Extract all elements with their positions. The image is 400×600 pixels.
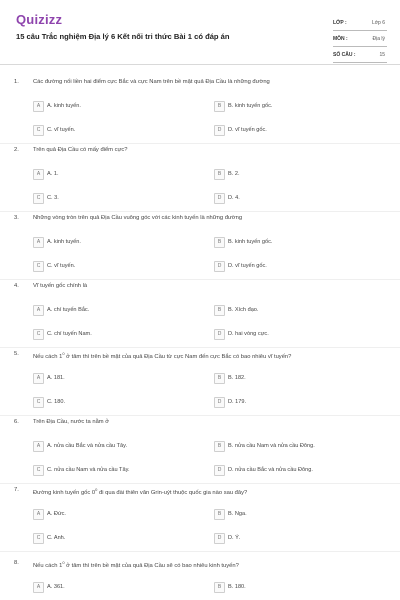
option-letter: C (33, 125, 44, 136)
option-text: A. chí tuyến Bắc. (47, 307, 90, 313)
divider (0, 143, 400, 144)
option-letter: C (33, 465, 44, 476)
meta-row-class (333, 16, 387, 31)
divider (0, 551, 400, 552)
option-b[interactable] (214, 237, 374, 248)
option-letter: D (214, 261, 225, 272)
question-text (33, 560, 383, 569)
quizizz-logo: Quizizz (16, 12, 63, 27)
option-c[interactable] (33, 397, 193, 408)
divider (0, 279, 400, 280)
option-letter: A (33, 441, 44, 452)
divider (0, 415, 400, 416)
option-d[interactable] (214, 329, 374, 340)
question-text-part: ở tâm thì trên bề mặt của quả Địa Cầu sẽ có bao nhiêu kinh tuyến? (64, 562, 239, 569)
question-row (0, 215, 400, 227)
question-text-part: Nếu cách 1 (33, 562, 63, 569)
option-letter: C (33, 397, 44, 408)
question-text: Những vòng tròn trên quả Địa Cầu vuông góc với các kinh tuyến là những đường (33, 215, 243, 221)
option-text: B. Xích đạo. (228, 307, 259, 313)
option-a[interactable] (33, 101, 193, 112)
option-text: A. nửa cầu Bắc và nửa cầu Tây. (47, 443, 128, 449)
option-letter: B (214, 101, 225, 112)
option-c[interactable] (33, 533, 193, 544)
document-header (0, 0, 400, 65)
meta-value: 15 (379, 52, 385, 58)
question-row (0, 560, 400, 572)
option-b[interactable] (214, 101, 374, 112)
question-text (33, 351, 383, 360)
option-a[interactable] (33, 373, 193, 384)
option-text: C. Anh. (47, 535, 66, 541)
option-letter: C (33, 329, 44, 340)
divider (0, 483, 400, 484)
question-6 (0, 419, 400, 473)
option-letter: B (214, 305, 225, 316)
option-text: D. vĩ tuyến gốc. (228, 263, 267, 269)
option-text: D. 4. (228, 195, 240, 201)
option-text: D. nửa cầu Bắc và nửa cầu Đông. (228, 467, 313, 473)
option-c[interactable] (33, 261, 193, 272)
meta-label: LỚP : (333, 20, 347, 26)
question-number: 6. (14, 419, 19, 425)
option-a[interactable] (33, 305, 193, 316)
option-c[interactable] (33, 465, 193, 476)
question-row (0, 351, 400, 363)
option-text: A. 1. (47, 171, 59, 177)
option-letter: C (33, 261, 44, 272)
meta-value: Địa lý (372, 36, 385, 42)
option-letter: D (214, 465, 225, 476)
option-d[interactable] (214, 397, 374, 408)
option-a[interactable] (33, 169, 193, 180)
superscript: 0 (62, 351, 65, 356)
option-letter: A (33, 509, 44, 520)
option-letter: C (33, 533, 44, 544)
meta-value: Lớp 6 (371, 20, 385, 26)
divider (0, 211, 400, 212)
option-a[interactable] (33, 509, 193, 520)
option-d[interactable] (214, 193, 374, 204)
option-letter: B (214, 373, 225, 384)
option-text: A. 361. (47, 584, 65, 590)
question-7 (0, 487, 400, 541)
option-b[interactable] (214, 582, 374, 593)
option-letter: D (214, 193, 225, 204)
option-letter: A (33, 582, 44, 593)
option-text: A. 181. (47, 375, 65, 381)
superscript: 0 (62, 560, 65, 565)
question-text: Trên Địa Cầu, nước ta nằm ở (33, 419, 110, 425)
question-row (0, 419, 400, 431)
page-title: 15 câu Trắc nghiệm Địa lý 6 Kết nối tri thức Bài 1 có đáp án (16, 32, 230, 41)
option-text: C. vĩ tuyến. (47, 263, 76, 269)
question-3 (0, 215, 400, 269)
question-number: 7. (14, 487, 19, 493)
meta-box (333, 16, 387, 63)
option-letter: A (33, 237, 44, 248)
question-row (0, 147, 400, 159)
option-text: B. Nga. (228, 511, 247, 517)
option-text: B. 2. (228, 171, 240, 177)
question-row (0, 487, 400, 499)
option-letter: A (33, 169, 44, 180)
superscript: 0 (95, 487, 98, 492)
option-text: A. kinh tuyến. (47, 103, 81, 109)
question-number: 3. (14, 215, 19, 221)
option-c[interactable] (33, 329, 193, 340)
question-row (0, 79, 400, 91)
option-d[interactable] (214, 533, 374, 544)
question-8 (0, 560, 400, 590)
question-text: Vĩ tuyến gốc chính là (33, 283, 88, 289)
option-a[interactable] (33, 582, 193, 593)
option-text: D. Ý. (228, 535, 241, 541)
option-text: B. 182. (228, 375, 246, 381)
option-text: B. kinh tuyến gốc. (228, 103, 273, 109)
option-text: C. 180. (47, 399, 66, 405)
option-d[interactable] (214, 465, 374, 476)
question-number: 8. (14, 560, 19, 566)
divider (0, 347, 400, 348)
option-letter: B (214, 169, 225, 180)
option-text: B. kinh tuyến gốc. (228, 239, 273, 245)
question-number: 2. (14, 147, 19, 153)
option-text: C. chí tuyến Nam. (47, 331, 92, 337)
option-letter: B (214, 582, 225, 593)
question-number: 4. (14, 283, 19, 289)
option-d[interactable] (214, 261, 374, 272)
option-b[interactable] (214, 441, 374, 452)
option-text: B. nửa cầu Nam và nửa cầu Đông. (228, 443, 315, 449)
question-5 (0, 351, 400, 405)
option-b[interactable] (214, 373, 374, 384)
option-text: C. nửa cầu Nam và nửa cầu Tây. (47, 467, 130, 473)
option-letter: D (214, 125, 225, 136)
question-text-part: Đường kinh tuyến gốc 0 (33, 489, 96, 496)
option-b[interactable] (214, 169, 374, 180)
question-row (0, 283, 400, 295)
meta-row-subject (333, 32, 387, 47)
question-text: Trên quả Địa Cầu có mấy điểm cực? (33, 147, 128, 153)
option-letter: B (214, 509, 225, 520)
option-text: C. vĩ tuyến. (47, 127, 76, 133)
option-letter: D (214, 533, 225, 544)
option-text: D. hai vòng cực. (228, 331, 269, 337)
question-number: 5. (14, 351, 19, 357)
option-letter: B (214, 237, 225, 248)
option-letter: D (214, 397, 225, 408)
option-letter: A (33, 373, 44, 384)
option-text: A. kinh tuyến. (47, 239, 81, 245)
option-b[interactable] (214, 305, 374, 316)
option-text: D. vĩ tuyến gốc. (228, 127, 267, 133)
option-c[interactable] (33, 193, 193, 204)
question-2 (0, 147, 400, 201)
option-text: D. 179. (228, 399, 247, 405)
option-text: A. Đức. (47, 511, 66, 517)
question-number: 1. (14, 79, 19, 85)
option-a[interactable] (33, 237, 193, 248)
option-text: B. 180. (228, 584, 246, 590)
meta-label: MÔN : (333, 36, 348, 42)
question-text-part: ở tâm thì trên bề mặt của quả Địa Cầu từ cực Nam đến cực Bắc có bao nhiêu vĩ tuyến? (64, 353, 292, 360)
question-text: Các đường nối liền hai điểm cực Bắc và cực Nam trên bề mặt quả Địa Cầu là những đường (33, 79, 270, 85)
option-letter: C (33, 193, 44, 204)
question-text-part: đi qua đài thiên văn Grin-uýt thuộc quốc gia nào sau đây? (97, 489, 248, 496)
option-letter: B (214, 441, 225, 452)
meta-label: SỐ CÂU : (333, 52, 356, 58)
meta-row-count (333, 48, 387, 63)
question-4 (0, 283, 400, 337)
option-letter: D (214, 329, 225, 340)
question-text (33, 487, 383, 496)
question-text-part: Nếu cách 1 (33, 353, 63, 360)
question-1 (0, 79, 400, 133)
option-c[interactable] (33, 125, 193, 136)
option-a[interactable] (33, 441, 193, 452)
option-letter: A (33, 101, 44, 112)
option-text: C. 3. (47, 195, 59, 201)
option-d[interactable] (214, 125, 374, 136)
option-b[interactable] (214, 509, 374, 520)
option-letter: A (33, 305, 44, 316)
